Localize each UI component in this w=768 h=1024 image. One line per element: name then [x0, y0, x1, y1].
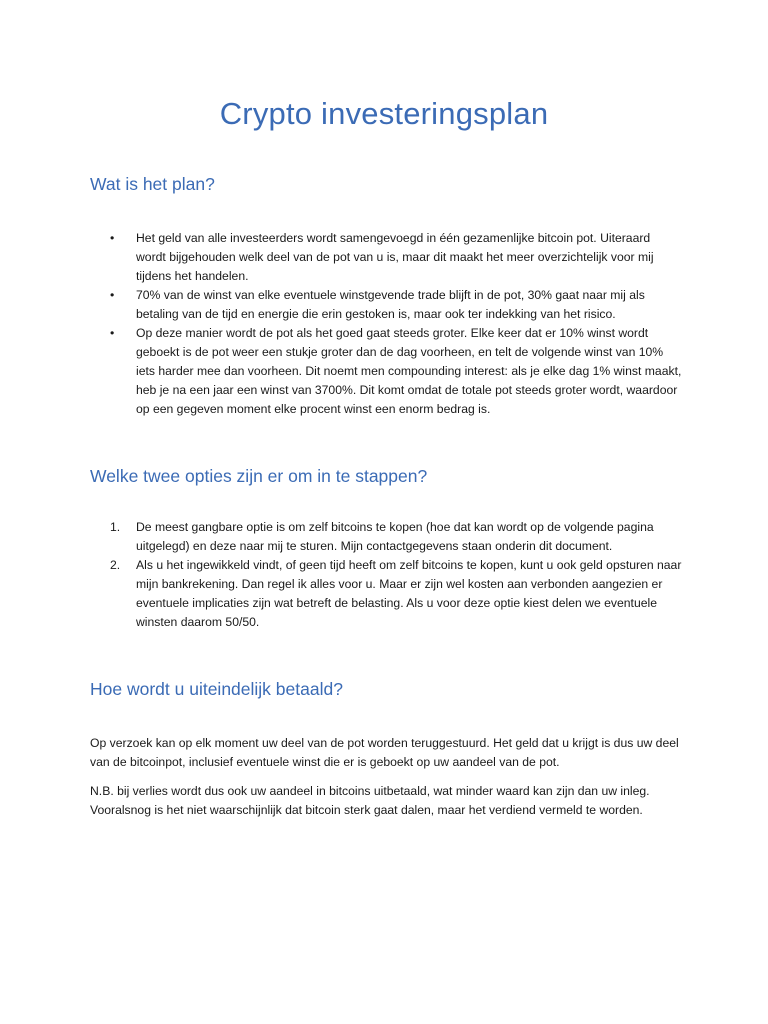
paragraph-payment-2: N.B. bij verlies wordt dus ook uw aandeel in bitcoins uitbetaald, wat minder waard kan zijn dan uw inleg. Vooralsnog is het niet waarschijnlijk dat bitcoin sterk gaat dalen, maar het verdiend vermeld te worden.	[90, 784, 650, 817]
list-number: 2.	[110, 558, 121, 572]
document-title: Crypto investeringsplan	[219, 96, 549, 131]
list-item	[90, 556, 682, 632]
paragraph-payment-1: Op verzoek kan op elk moment uw deel van de pot worden teruggestuurd. Het geld dat u krijgt is dus uw deel van de bitcoinpot, inclusief eventuele winst die er is geboekt op uw aandeel van de pot.	[90, 736, 679, 769]
list-item-text: 70% van de winst van elke eventuele winstgevende trade blijft in de pot, 30% gaat naar mij als betaling van de tijd en energie die erin gestoken is, maar ook ter indekking van het risico.	[136, 288, 645, 321]
list-item-text: De meest gangbare optie is om zelf bitcoins te kopen (hoe dat kan wordt op de volgende pagina uitgelegd) en deze naar mij te sturen. Mijn contactgegevens staan onderin dit document.	[136, 520, 654, 553]
list-item-text: Op deze manier wordt de pot als het goed gaat steeds groter. Elke keer dat er 10% winst wordt geboekt is de pot weer een stukje groter dan de dag voorheen, en telt de volgende winst van 10% iets harder mee dan voorheen. Dit noemt men compounding interest: als je elke dag 1% winst maakt, heb je na een jaar een winst van 3700%. Dit komt omdat de totale pot steeds groter wordt, waardoor op een gegeven moment elke procent winst een enorm bedrag is.	[136, 326, 682, 416]
list-item-text: Het geld van alle investeerders wordt samengevoegd in één gezamenlijke bitcoin pot. Uiteraard wordt bijgehouden welk deel van de pot van u is, maar dit maakt het meer overzichtelijk voor mij tijdens het handelen.	[136, 231, 654, 283]
list-item-text: Als u het ingewikkeld vindt, of geen tijd heeft om zelf bitcoins te kopen, kunt u ook geld opsturen naar mijn bankrekening. Dan regel ik alles voor u. Maar er zijn wel kosten aan verbonden aangezien er eventuele implicaties zijn wat betreft de belasting. Als u voor deze optie kiest delen we eventuele winsten daarom 50/50.	[136, 558, 682, 629]
bullet-marker: •	[110, 231, 115, 245]
numbered-list-options	[90, 518, 682, 632]
bullet-marker: •	[110, 326, 115, 340]
section-heading-plan: Wat is het plan?	[90, 174, 215, 194]
section-heading-options: Welke twee opties zijn er om in te stappen?	[90, 466, 428, 486]
list-item	[90, 229, 682, 286]
list-item	[90, 286, 682, 324]
list-item	[90, 324, 682, 419]
bullet-list-plan	[90, 229, 682, 419]
list-item	[90, 518, 682, 556]
bullet-marker: •	[110, 288, 115, 302]
section-heading-payment: Hoe wordt u uiteindelijk betaald?	[90, 679, 343, 699]
list-number: 1.	[110, 520, 121, 534]
